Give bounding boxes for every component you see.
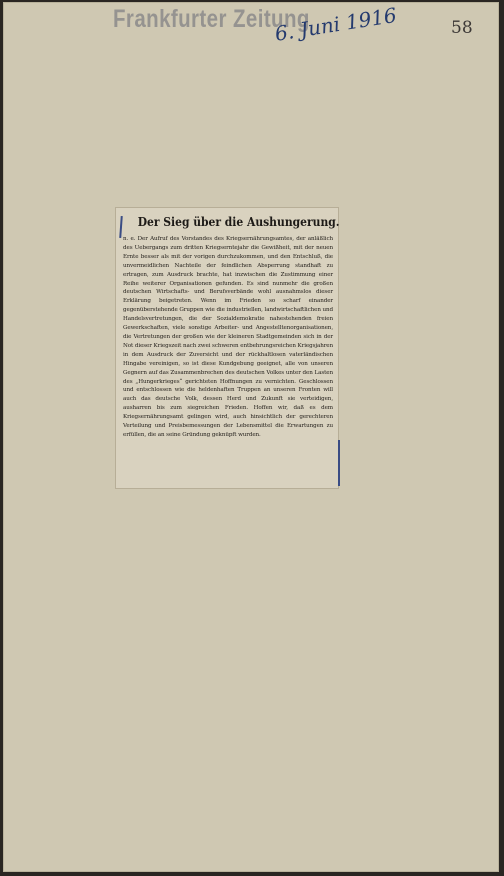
newspaper-stamp: Frankfurter Zeitung xyxy=(113,5,310,33)
handwritten-date: 6. Juni 1916 xyxy=(273,2,399,46)
archive-sheet xyxy=(3,2,499,872)
article-body: n. e. Der Aufruf des Vorstandes des Kriegsernährungsamtes, der anläßlich des Uebergangs zum dritten Kriegserntejahr die Gewißheit, mit der neuen Ernte besser als mit der vorigen durchzukommen, und den Entschluß, die unvermeidlichen Nachteile der feindlichen Absperrung standhaft zu ertragen, zum Ausdruck brachte, hat inzwischen die Zustimmung einer Reihe weiterer Organisationen gefunden. Es sind nunmehr die großen deutschen Wirtschafts- und Berufsverbände wohl ausnahmslos dieser Erklärung beigetreten. Wenn im Frieden so scharf einander gegenüberstehende Gruppen wie die industriellen, landwirtschaftlichen und Handelsvertretungen, die der Sozialdemokratie nahestehenden freien Gewerkschaften, viele sonstige Arbeiter- und Angestelltenorganisationen, die Vertretungen der großen wie der kleineren Stadtgemeinden sich in der Not dieser Kriegszeit nach zwei schweren entbehrungsreichen Kriegsjahren in dem Ausdruck der Zuversicht und der rückhaltlosen vaterländischen Hingabe vereinigen, so ist diese Kundgebung geeignet, alle von unseren Gegnern auf das Zusammenbrechen des deutschen Volkes unter den Lasten des „Hungerkrieges“ gerichteten Hoffnungen zu vernichten. Geschlossen und entschlossen wie die heldenhaften Truppen an unseren Fronten will auch das deutsche Volk, dessen Herd und Zukunft sie verteidigen, ausharren bis zum siegreichen Frieden. Hoffen wir, daß es dem Kriegsernährungsamt gelingen wird, auch hinsichtlich der gerechteren Verteilung und Preisbemessungen der Lebensmittel die Erwartungen zu erfüllen, die an seine Gründung geknüpft wurden. xyxy=(123,236,333,438)
pencil-mark-right xyxy=(338,440,340,486)
newspaper-clipping xyxy=(115,207,339,489)
page-number: 58 xyxy=(451,18,473,38)
article-headline: Der Sieg über die Aushungerung. xyxy=(137,214,340,229)
